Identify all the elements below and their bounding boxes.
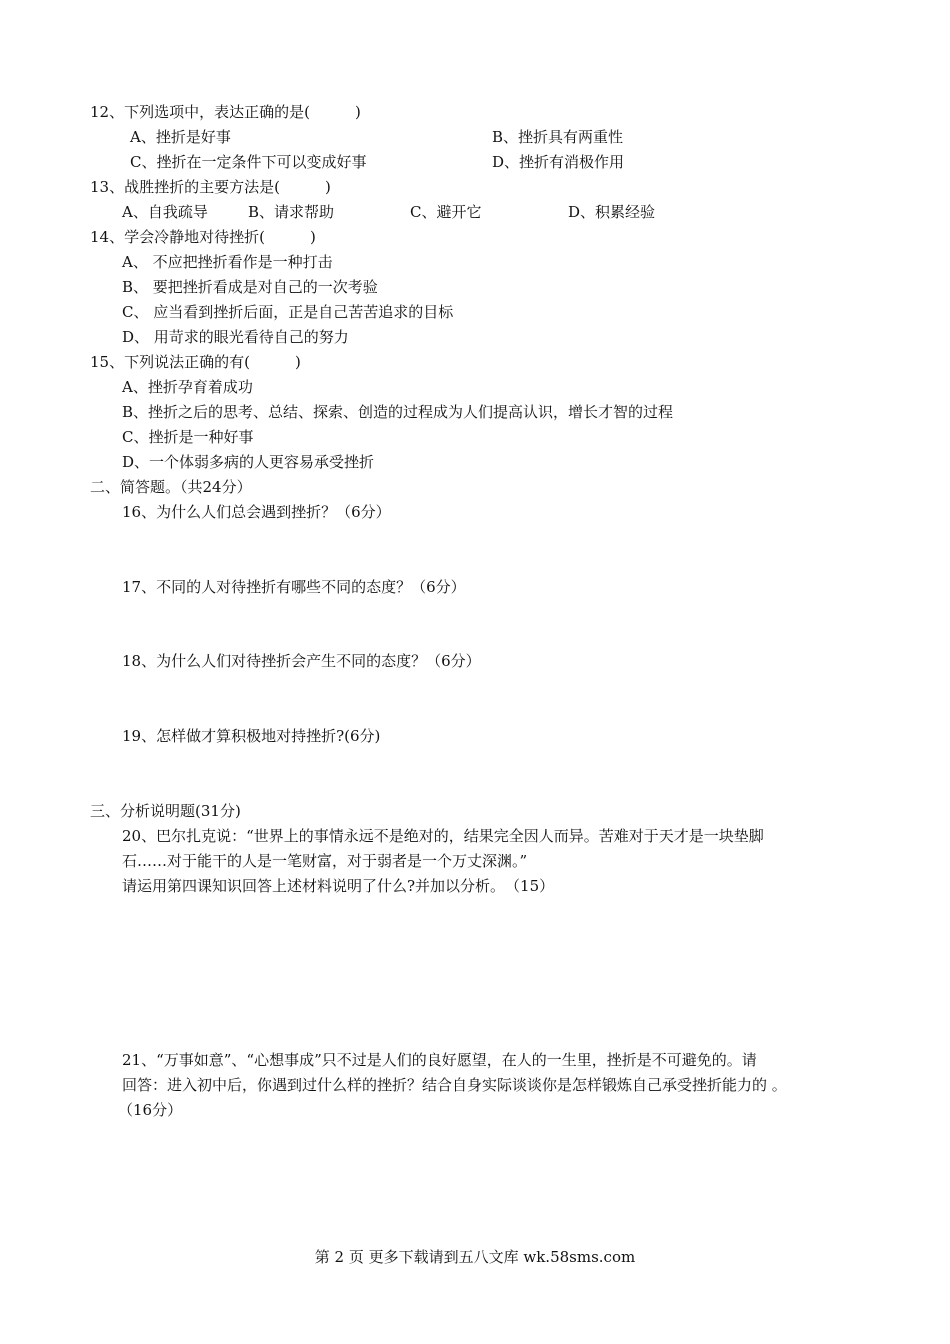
q13-option-b: B、请求帮助: [248, 203, 335, 221]
q12-option-c: C、挫折在一定条件下可以变成好事: [130, 153, 367, 171]
q15-option-b: B、挫折之后的思考、总结、探索、创造的过程成为人们提高认识，增长才智的过程: [122, 403, 674, 421]
page-footer: 第 2 页 更多下载请到五八文库 wk.58sms.com: [314, 1248, 636, 1266]
q12-option-b: B、挫折具有两重性: [492, 128, 624, 146]
q13-option-d: D、积累经验: [568, 203, 656, 221]
q15-stem: 15、下列说法正确的有( ): [90, 353, 301, 371]
section3-heading: 三、分析说明题(31分): [90, 802, 241, 820]
q15-option-d: D、一个体弱多病的人更容易承受挫折: [122, 453, 375, 471]
q15-option-a: A、挫折孕育着成功: [122, 378, 253, 396]
q13-option-c: C、避开它: [410, 203, 482, 221]
q13-stem: 13、战胜挫折的主要方法是( ): [90, 178, 331, 196]
q14-stem: 14、学会冷静地对待挫折( ): [90, 228, 316, 246]
q21-line-3: （16分）: [118, 1101, 183, 1119]
q16-question: 16、为什么人们总会遇到挫折？（6分）: [122, 503, 391, 521]
section2-heading: 二、简答题。（共24分）: [90, 478, 252, 496]
q17-question: 17、不同的人对待挫折有哪些不同的态度？（6分）: [122, 578, 466, 596]
q21-line-2: 回答：进入初中后，你遇到过什么样的挫折？结合自身实际谈谈你是怎样锻炼自己承受挫折能力的 。: [122, 1076, 787, 1094]
q20-line-1: 20、巴尔扎克说：“世界上的事情永远不是绝对的，结果完全因人而异。苦难对于天才是一块垫脚: [122, 827, 764, 845]
q20-line-2: 石……对于能干的人是一笔财富，对于弱者是一个万丈深渊。”: [122, 852, 528, 870]
q12-option-a: A、挫折是好事: [130, 128, 231, 146]
q15-option-c: C、挫折是一种好事: [122, 428, 254, 446]
q14-option-c: C、 应当看到挫折后面，正是自己苦苦追求的目标: [122, 303, 454, 321]
q12-option-d: D、挫折有消极作用: [492, 153, 625, 171]
q14-option-d: D、 用苛求的眼光看待自己的努力: [122, 328, 349, 346]
q19-question: 19、怎样做才算积极地对持挫折?(6分): [122, 727, 381, 745]
q14-option-b: B、 要把挫折看成是对自己的一次考验: [122, 278, 378, 296]
q14-option-a: A、 不应把挫折看作是一种打击: [122, 253, 333, 271]
q18-question: 18、为什么人们对待挫折会产生不同的态度？（6分）: [122, 652, 481, 670]
q12-stem: 12、下列选项中，表达正确的是( ): [90, 103, 361, 121]
q21-line-1: 21、“万事如意”、“心想事成”只不过是人们的良好愿望，在人的一生里，挫折是不可避免的。请: [122, 1051, 757, 1069]
q20-line-3: 请运用第四课知识回答上述材料说明了什么?并加以分析。 （15）: [122, 877, 555, 895]
q13-option-a: A、自我疏导: [122, 203, 208, 221]
